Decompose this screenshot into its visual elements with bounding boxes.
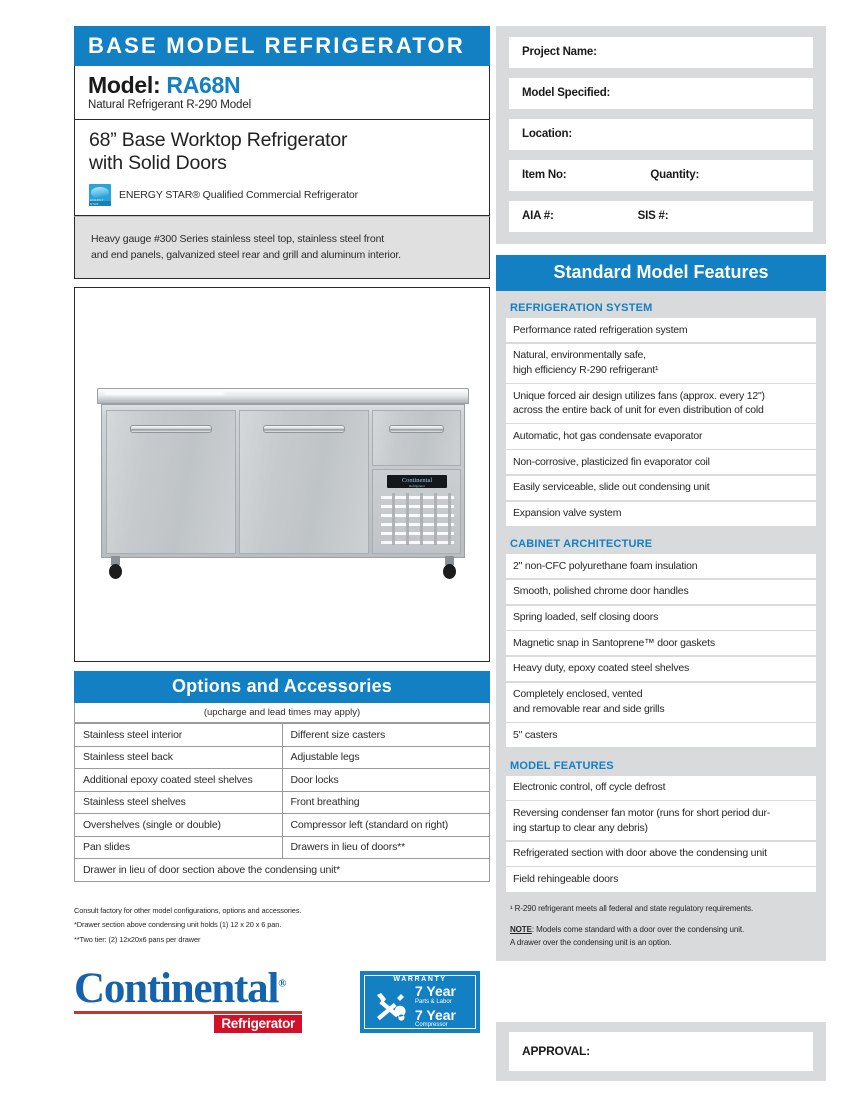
model-prefix: Model:: [88, 72, 167, 99]
label-sis: SIS #:: [637, 210, 669, 222]
footnote-line: **Two tier: (2) 12x20x6 pans per drawer: [74, 934, 201, 944]
form-row-location[interactable]: [509, 119, 813, 150]
energy-star-icon: [89, 184, 111, 206]
warranty-banner-text: WARRANTY: [389, 976, 450, 983]
door-right-small: [372, 410, 461, 466]
option-cell: Different size casters: [282, 724, 490, 747]
project-form-panel: [496, 26, 826, 244]
warranty-terms: [415, 984, 456, 1032]
list-item: 2" non-CFC polyurethane foam insulation: [506, 554, 816, 578]
list-item: Smooth, polished chrome door handles: [506, 580, 816, 604]
refrigerator-illustration: [97, 388, 469, 588]
feature-list-cabinet: [506, 554, 816, 747]
logo-wordmark: [74, 965, 302, 1013]
section-heading-refrigeration: REFRIGERATION SYSTEM: [510, 302, 653, 314]
condensing-unit-panel: [372, 469, 461, 554]
list-item: Automatic, hot gas condensate evaporator: [506, 424, 816, 448]
product-title-line2: with Solid Doors: [89, 152, 227, 175]
brand-badge: [387, 475, 447, 488]
list-item: Natural, environmentally safe, high efficiency R-290 refrigerant¹: [506, 344, 816, 383]
section-heading-cabinet: CABINET ARCHITECTURE: [510, 538, 653, 551]
caster-right: [441, 556, 457, 580]
option-cell: Adjustable legs: [282, 746, 490, 769]
list-item: Completely enclosed, vented and removable rear and side grills: [506, 683, 816, 722]
note-label: NOTE: [510, 925, 532, 935]
option-cell: Compressor left (standard on right): [282, 814, 490, 837]
option-cell: Stainless steel shelves: [75, 791, 283, 814]
model-box: [74, 66, 490, 120]
option-cell: Pan slides: [75, 836, 283, 859]
list-item: Refrigerated section with door above the condensing unit: [506, 842, 816, 866]
left-column: [74, 26, 490, 1033]
brand-badge-text: Continental: [401, 477, 433, 485]
door-left: [106, 410, 236, 554]
option-cell: Overshelves (single or double): [75, 814, 283, 837]
list-item: 5" casters: [506, 723, 816, 747]
model-number: RA68N: [166, 72, 241, 99]
options-table: [74, 723, 490, 882]
approval-panel: [496, 1022, 826, 1081]
energy-star-row: [75, 178, 489, 215]
option-cell-full: Drawer in lieu of door section above the condensing unit*: [75, 859, 490, 882]
energy-star-icon-label: ENERGY STAR: [90, 197, 104, 206]
table-row: [75, 791, 490, 814]
list-item: Heavy duty, epoxy coated steel shelves: [506, 657, 816, 681]
table-row: [75, 814, 490, 837]
product-title: [75, 120, 489, 178]
options-table-body: [75, 724, 490, 882]
cabinet-body: [101, 404, 465, 558]
note-text: : Models come standard with a door over the condensing unit.: [531, 925, 745, 935]
warranty-badge: [360, 971, 480, 1033]
form-row-model-specified[interactable]: [509, 78, 813, 109]
logo-registered-mark: ®: [278, 977, 286, 990]
features-panel: [496, 291, 826, 961]
description-box: [74, 120, 490, 216]
construction-band: [74, 216, 490, 280]
list-item: Spring loaded, self closing doors: [506, 606, 816, 630]
option-cell: Stainless steel interior: [75, 724, 283, 747]
list-item: Field rehingeable doors: [506, 867, 816, 891]
product-photo: [74, 287, 490, 662]
warranty-years-2: 7 Year: [415, 1006, 457, 1023]
worktop-surface: [97, 388, 469, 404]
continental-logo: [74, 965, 302, 1033]
construction-line1: Heavy gauge #300 Series stainless steel top, stainless steel front: [91, 232, 385, 245]
warranty-years-1: 7 Year: [415, 982, 457, 999]
options-title: Options and Accessories: [74, 671, 490, 703]
options-subtitle: (upcharge and lead times may apply): [74, 703, 490, 723]
list-item: Electronic control, off cycle defrost: [506, 776, 816, 800]
label-quantity: Quantity:: [650, 169, 700, 181]
warranty-scope-1: Parts & Labor: [415, 998, 452, 1005]
form-row-item-quantity[interactable]: [509, 160, 813, 191]
right-column: [496, 26, 826, 961]
option-cell: Door locks: [282, 769, 490, 792]
label-item-no: Item No:: [522, 169, 567, 181]
feature-list-refrigeration: [506, 318, 816, 526]
energy-star-text: ENERGY STAR® Qualified Commercial Refrigerator: [119, 188, 359, 201]
label-project-name: Project Name:: [522, 46, 597, 58]
label-model-specified: Model Specified:: [522, 87, 611, 99]
option-cell: Additional epoxy coated steel shelves: [75, 769, 283, 792]
warranty-scope-2: Compressor: [415, 1022, 448, 1029]
table-row: [75, 859, 490, 882]
logo-row: [74, 965, 490, 1033]
model-subtitle: Natural Refrigerant R-290 Model: [88, 98, 252, 111]
wrench-screwdriver-icon: [371, 989, 411, 1029]
door-handle-icon: [130, 425, 212, 433]
list-item: Reversing condenser fan motor (runs for short period dur- ing startup to clear any debris): [506, 801, 816, 840]
approval-row[interactable]: [509, 1032, 813, 1071]
list-item: Non-corrosive, plasticized fin evaporator coil: [506, 450, 816, 474]
option-cell: Stainless steel back: [75, 746, 283, 769]
caster-left: [107, 556, 123, 580]
table-row: [75, 746, 490, 769]
page-title: BASE MODEL REFRIGERATOR: [74, 26, 490, 66]
form-row-aia-sis[interactable]: [509, 201, 813, 232]
brand-badge-subtext: Refrigerator: [409, 484, 425, 489]
features-title: Standard Model Features: [496, 255, 826, 291]
door-center: [239, 410, 369, 554]
form-row-project-name[interactable]: [509, 37, 813, 68]
footnote-note-line1: [510, 924, 813, 936]
features-footnote-2: [506, 915, 816, 951]
list-item: Expansion valve system: [506, 502, 816, 526]
list-item: Magnetic snap in Santoprene™ door gaskets: [506, 631, 816, 655]
footnote-line: *Drawer section above condensing unit holds (1) 12 x 20 x 6 pan.: [74, 920, 282, 930]
label-aia: AIA #:: [522, 210, 554, 222]
table-row: [75, 724, 490, 747]
table-row: [75, 836, 490, 859]
table-row: [75, 769, 490, 792]
option-cell: Front breathing: [282, 791, 490, 814]
door-handle-icon: [389, 425, 445, 433]
footnotes: [74, 904, 490, 947]
footnote-note-line2: A drawer over the condensing unit is an option.: [510, 937, 672, 947]
option-cell: Drawers in lieu of doors**: [282, 836, 490, 859]
label-location: Location:: [522, 128, 572, 140]
list-item: Easily serviceable, slide out condensing unit: [506, 476, 816, 500]
logo-word-text: Continental: [74, 965, 279, 1013]
features-footnote-1: ¹ R-290 refrigerant meets all federal and state regulatory requirements.: [510, 904, 754, 914]
list-item: Unique forced air design utilizes fans (approx. every 12") across the entire back of unit for even distribution of cold: [506, 384, 816, 423]
ventilation-grille: [381, 493, 454, 545]
section-heading-model-features: MODEL FEATURES: [510, 759, 614, 772]
list-item: Performance rated refrigeration system: [506, 318, 816, 342]
door-handle-icon: [263, 425, 345, 433]
label-approval: APPROVAL:: [522, 1044, 590, 1058]
logo-subbrand: [74, 1015, 302, 1033]
warranty-badge-inner: [364, 975, 476, 1029]
logo-subbrand-text: Refrigerator: [214, 1015, 302, 1033]
model-line: [88, 73, 476, 98]
footnote-line: Consult factory for other model configurations, options and accessories.: [74, 905, 302, 915]
feature-list-model: [506, 776, 816, 892]
product-title-line1: 68” Base Worktop Refrigerator: [89, 128, 348, 151]
construction-line2: and end panels, galvanized steel rear and grill and aluminum interior.: [91, 248, 401, 261]
